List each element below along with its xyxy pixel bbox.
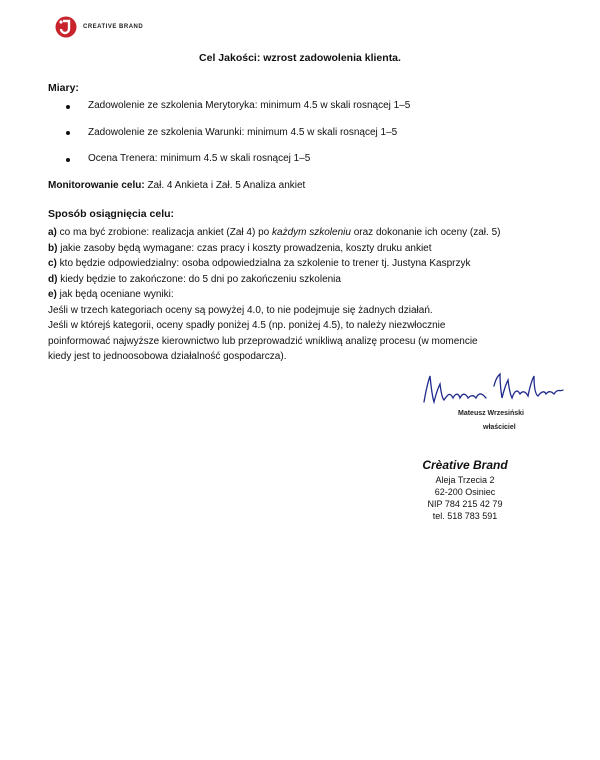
page-title: Cel Jakości: wzrost zadowolenia klienta. — [199, 52, 401, 64]
stamp-brand: Crèative Brand — [422, 458, 508, 472]
signatory-name: Mateusz Wrzesiński — [458, 410, 525, 417]
result-rule-3: poinformować najwyższe kierownictwo lub przeprowadzić wnikliwą analizę procesu (w momencie — [48, 335, 478, 347]
step-d — [48, 272, 568, 288]
list-item: Zadowolenie ze szkolenia Merytoryka: minimum 4.5 w skali rosnącej 1–5 — [66, 100, 410, 112]
step-e — [48, 287, 568, 303]
result-rule-4: kiedy jest to jednoosobowa działalność gospodarcza). — [48, 351, 287, 362]
step-text: jakie zasoby będą wymagane: czas pracy i koszty prowadzenia, koszty druku ankiet — [57, 242, 432, 254]
monitoring-line — [48, 180, 305, 191]
list-item: Zadowolenie ze szkolenia Warunki: minimum 4.5 w skali rosnącej 1–5 — [66, 127, 410, 139]
list-item: Ocena Trenera: minimum 4.5 w skali rosnącej 1–5 — [66, 153, 410, 165]
company-stamp — [405, 458, 525, 522]
step-c — [48, 256, 568, 272]
step-label: c) — [48, 258, 57, 269]
measures-list — [66, 100, 410, 180]
stamp-city: 62-200 Osiniec — [434, 487, 496, 497]
handwritten-signature — [420, 368, 570, 412]
step-label: d) — [48, 273, 58, 285]
logo — [55, 16, 143, 38]
brand-logo-icon — [55, 16, 77, 38]
step-text: kto będzie odpowiedzialny: osoba odpowiedzialna za szkolenie to trener tj. Justyna Kasprzyk — [56, 258, 471, 269]
step-text: co ma być zrobione: realizacja ankiet (Zał 4) po — [56, 227, 273, 238]
signatory-role: właściciel — [483, 424, 516, 431]
measures-heading: Miary: — [48, 82, 79, 94]
result-rule-2: Jeśli w którejś kategorii, oceny spadły poniżej 4.5 (np. poniżej 4.5), to należy niezwłocznie — [48, 320, 446, 331]
stamp-phone: tel. 518 783 591 — [432, 511, 498, 521]
monitoring-label: Monitorowanie celu: — [48, 180, 145, 191]
method-heading: Sposób osiągnięcia celu: — [48, 208, 175, 220]
step-label: b) — [48, 242, 58, 254]
monitoring-text: Zał. 4 Ankieta i Zał. 5 Analiza ankiet — [144, 180, 306, 191]
stamp-nip: NIP 784 215 42 79 — [427, 499, 503, 509]
method-steps — [48, 225, 568, 365]
step-text: oraz dokonanie ich oceny (zał. 5) — [350, 227, 501, 238]
step-emphasis: każdym szkoleniu — [272, 227, 351, 238]
logo-brand-name: CREATIVE BRAND — [83, 24, 144, 30]
step-label: e) — [48, 289, 57, 300]
result-rule-1: Jeśli w trzech kategoriach oceny są powyżej 4.0, to nie podejmuje się żadnych działań. — [48, 304, 433, 316]
step-label: a) — [48, 227, 57, 238]
step-text: jak będą oceniane wyniki: — [56, 289, 174, 300]
step-b — [48, 241, 568, 257]
stamp-street: Aleja Trzecia 2 — [435, 475, 495, 485]
step-a — [48, 225, 568, 241]
step-text: kiedy będzie to zakończone: do 5 dni po zakończeniu szkolenia — [57, 273, 341, 285]
